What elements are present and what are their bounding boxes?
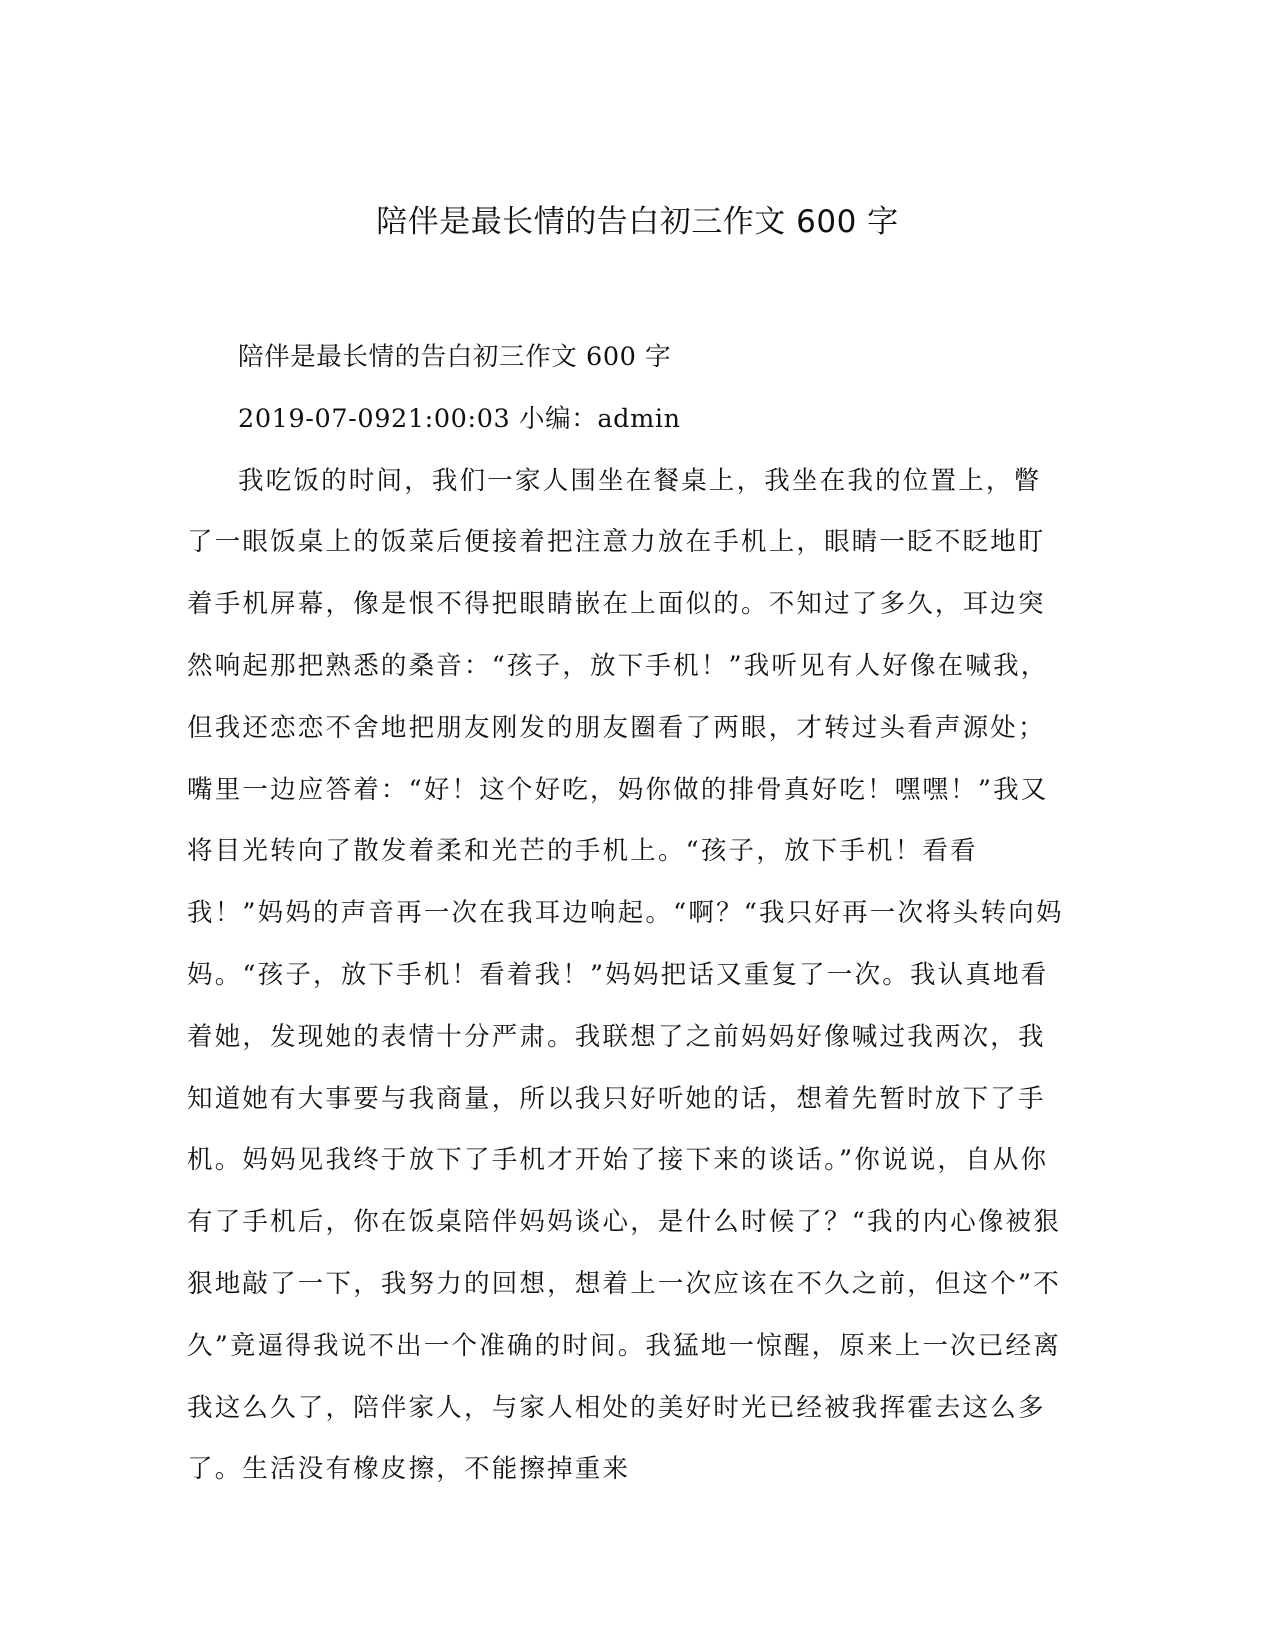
document-content [187,327,1067,1501]
document-title: 陪伴是最长情的告白初三作文 600 字 [376,204,899,240]
document-subtitle: 陪伴是最长情的告白初三作文 600 字 [238,342,672,372]
body-paragraph: 我吃饭的时间，我们一家人围坐在餐桌上，我坐在我的位置上，瞥了一眼饭桌上的饭菜后便接着把注意力放在手机上，眼睛一眨不眨地盯着手机屏幕，像是恨不得把眼睛嵌在上面似的。不知过了多久，耳边突然响起那把熟悉的桑音：“孩子，放下手机！”我听见有人好像在喊我，但我还恋恋不舍地把朋友刚发的朋友圈看了两眼，才转过头看声源处；嘴里一边应答着：“好！这个好吃，妈你做的排骨真好吃！嘿嘿！”我又将目光转向了散发着柔和光芒的手机上。“孩子，放下手机！看看我！”妈妈的声音再一次在我耳边响起。“啊？“我只好再一次将头转向妈妈。“孩子，放下手机！看着我！”妈妈把话又重复了一次。我认真地看着她，发现她的表情十分严肃。我联想了之前妈妈好像喊过我两次，我知道她有大事要与我商量，所以我只好听她的话，想着先暂时放下了手机。妈妈见我终于放下了手机才开始了接下来的谈话。”你说说，自从你有了手机后，你在饭桌陪伴妈妈谈心，是什么时候了？“我的内心像被狠狠地敲了一下，我努力的回想，想着上一次应该在不久之前，但这个”不久”竟逼得我说不出一个准确的时间。我猛地一惊醒，原来上一次已经离我这么久了，陪伴家人，与家人相处的美好时光已经被我挥霍去这么多了。生活没有橡皮擦，不能擦掉重来 [187,465,1064,1485]
document-meta: 2019-07-0921:00:03 小编：admin [238,403,681,434]
